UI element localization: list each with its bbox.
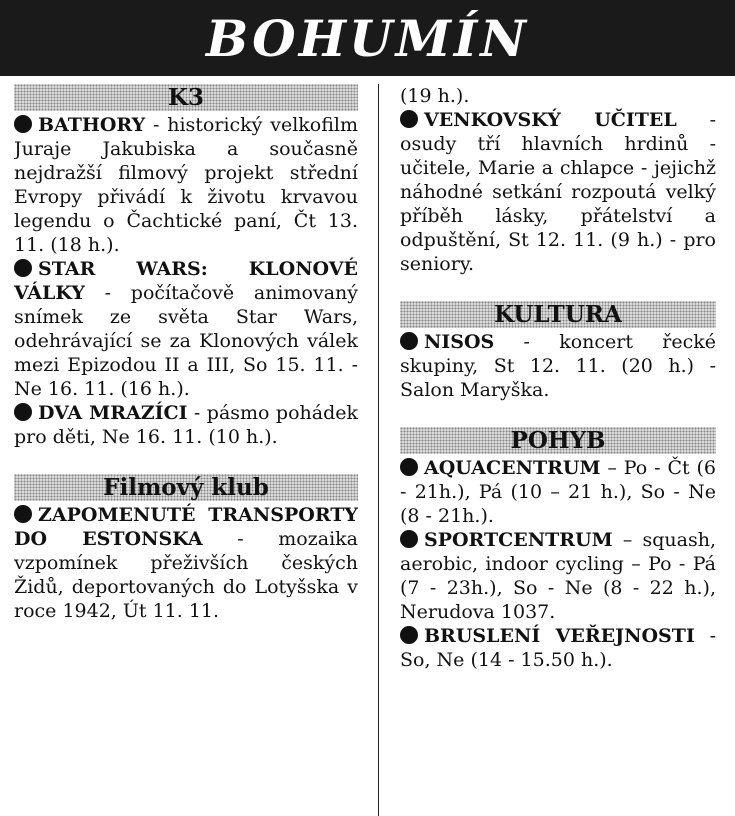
- column-divider: [378, 84, 379, 816]
- listing-title: BRUSLENÍ VEŘEJNOSTI: [424, 625, 695, 647]
- listing-continuation: (19 h.).: [400, 85, 470, 107]
- listing-entry: [400, 528, 716, 624]
- listing-text: – Po - Čt (6 - 21h.), Pá (10 – 21 h.), So - Ne (8 - 21h.).: [400, 457, 716, 527]
- listing-entry: [400, 330, 716, 402]
- section-heading-kultura: KULTURA: [400, 301, 716, 328]
- listing-text: - koncert řecké skupiny, St 12. 11. (20 h.) - Salon Maryška.: [400, 331, 716, 401]
- listing-entry: [14, 257, 358, 401]
- listing-text: - osudy tří hlavních hrdinů - učitele, Marie a chlapce - jejichž náhodné setkání rozpoutá velký příběh lásky, přátelství a odpuštění, St 12. 11. (9 h.) - pro seniory.: [400, 109, 716, 275]
- listing-text: - So, Ne (14 - 15.50 h.).: [400, 625, 716, 671]
- listing-title: VENKOVSKÝ UČITEL: [424, 109, 677, 131]
- listing-title: STAR WARS: KLONOVÉ VÁLKY: [14, 258, 358, 304]
- listing-title: SPORTCENTRUM: [424, 529, 613, 551]
- bullet-icon: [400, 530, 418, 548]
- masthead: [0, 0, 735, 76]
- bullet-icon: [14, 115, 32, 133]
- right-column: [400, 84, 716, 816]
- listing-entry: [14, 401, 358, 449]
- bullet-icon: [14, 259, 32, 277]
- listing-title: NISOS: [424, 331, 495, 353]
- listing-entry: [400, 108, 716, 276]
- listing-text: - historický velkofilm Juraje Jakubiska a současně nejdražší filmový projekt střední Evropy přivádí k životu krvavou legendu o Čachtické paní, Čt 13. 11. (18 h.).: [14, 114, 358, 256]
- bullet-icon: [400, 332, 418, 350]
- section-heading-filmovy-klub: Filmový klub: [14, 474, 358, 501]
- section-heading-k3: K3: [14, 84, 358, 111]
- listing-text: - počítačově animovaný snímek ze světa Star Wars, odehrávající se za Klonových válek mezi Epizodou II a III, So 15. 11. - Ne 16. 11. (16 h.).: [14, 282, 358, 400]
- listing-text: - pásmo pohádek pro děti, Ne 16. 11. (10 h.).: [14, 402, 358, 448]
- bullet-icon: [400, 458, 418, 476]
- page-title: BOHUMÍN: [205, 8, 530, 68]
- listing-entry: [14, 503, 358, 623]
- listing-title: DVA MRAZÍCI: [38, 402, 188, 424]
- left-column: [14, 84, 358, 816]
- bullet-icon: [14, 403, 32, 421]
- listing-text: - mozaika vzpomínek přeživších českých Židů, deportovaných do Lotyšska v roce 1942, Út 11. 11.: [14, 528, 358, 622]
- listing-entry: [400, 624, 716, 672]
- listing-entry: [400, 456, 716, 528]
- listing-text: – squash, aerobic, indoor cycling – Po - Pá (7 - 23h.), So - Ne (8 - 22 h.), Nerudova 1037.: [400, 529, 716, 623]
- bullet-icon: [400, 110, 418, 128]
- listing-title: ZAPOMENUTÉ TRANSPORTY DO ESTONSKA: [14, 504, 358, 550]
- bullet-icon: [14, 505, 32, 523]
- listing-entry: [14, 113, 358, 257]
- section-heading-pohyb: POHYB: [400, 427, 716, 454]
- listing-title: BATHORY: [38, 114, 146, 136]
- bullet-icon: [400, 626, 418, 644]
- listing-title: AQUACENTRUM: [424, 457, 601, 479]
